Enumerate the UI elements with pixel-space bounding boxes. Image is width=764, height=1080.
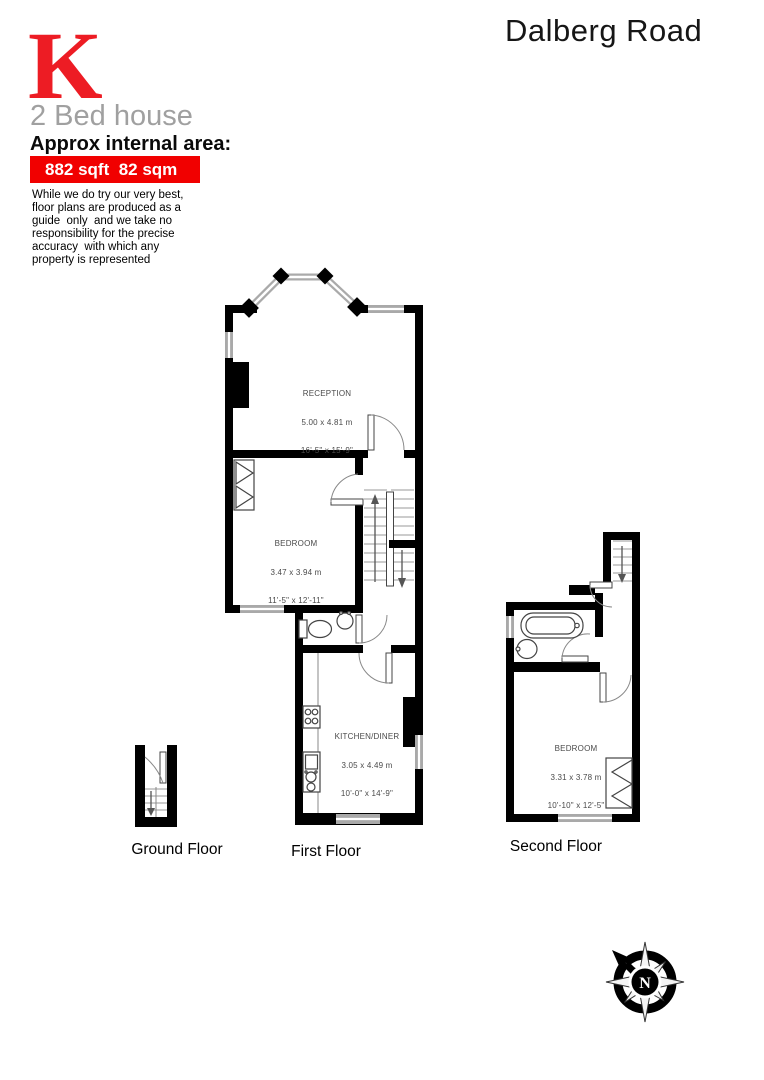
wardrobe-icon xyxy=(234,460,254,510)
kitchen-door xyxy=(359,653,392,683)
room-dims-imperial: 16'-5" x 15'-9" xyxy=(300,446,354,455)
room-dims-metric: 3.05 x 4.49 m xyxy=(341,760,393,770)
room-label-bedroom-first xyxy=(268,520,324,625)
room-dims-imperial: 10'-0" x 14'-9" xyxy=(340,789,394,798)
area-heading: Approx internal area: xyxy=(30,133,232,155)
bathtub-icon xyxy=(521,613,583,638)
wc-door xyxy=(356,615,387,643)
room-label-bedroom-second xyxy=(548,725,605,830)
staircase-ground-floor xyxy=(145,787,167,817)
room-dims-metric: 3.31 x 3.78 m xyxy=(550,772,602,782)
room-name: BEDROOM xyxy=(274,539,318,548)
room-dims-imperial: 10'-10" x 12'-5" xyxy=(547,801,605,810)
staircase-first-floor xyxy=(364,490,415,588)
disclaimer-line: accuracy with which any xyxy=(32,241,160,253)
compass-rose xyxy=(606,942,684,1022)
floor-label-ground: Ground Floor xyxy=(131,841,223,858)
ground-floor-plan xyxy=(135,745,177,827)
area-value: 882 sqft 82 sqm xyxy=(45,160,178,179)
bedroom-door xyxy=(600,673,631,702)
room-dims-imperial: 11'-5" x 12'-11" xyxy=(268,596,324,605)
hob-icon xyxy=(303,706,320,728)
disclaimer-line: While we do try our very best, xyxy=(32,189,184,201)
staircase-second-floor xyxy=(613,541,632,583)
bedroom-door xyxy=(331,474,363,505)
room-name: KITCHEN/DINER xyxy=(334,732,400,741)
disclaimer-line: responsibility for the precise xyxy=(32,228,175,240)
room-name: RECEPTION xyxy=(302,389,352,398)
reception-door xyxy=(368,415,404,450)
property-type-label: 2 Bed house xyxy=(30,100,193,132)
room-dims-metric: 5.00 x 4.81 m xyxy=(301,417,353,427)
room-label-reception xyxy=(301,370,353,475)
disclaimer-line: property is represented xyxy=(32,254,151,266)
disclaimer-line: guide only and we take no xyxy=(32,215,173,227)
wardrobe-icon xyxy=(606,758,632,808)
washbasin-icon xyxy=(516,640,537,659)
sink-icon xyxy=(303,752,320,792)
page-title: Dalberg Road xyxy=(505,13,703,48)
floor-label-second: Second Floor xyxy=(509,838,603,855)
washbasin-icon xyxy=(337,612,353,629)
agency-logo: K xyxy=(28,12,103,119)
floor-label-first: First Floor xyxy=(291,843,361,860)
compass-north-label: N xyxy=(639,975,651,992)
room-dims-metric: 3.47 x 3.94 m xyxy=(270,567,322,577)
disclaimer-line: floor plans are produced as a xyxy=(32,202,181,214)
room-label-kitchen-diner xyxy=(335,713,400,818)
bay-window xyxy=(239,268,367,318)
entrance-door xyxy=(145,752,166,783)
room-name: BEDROOM xyxy=(554,744,598,753)
